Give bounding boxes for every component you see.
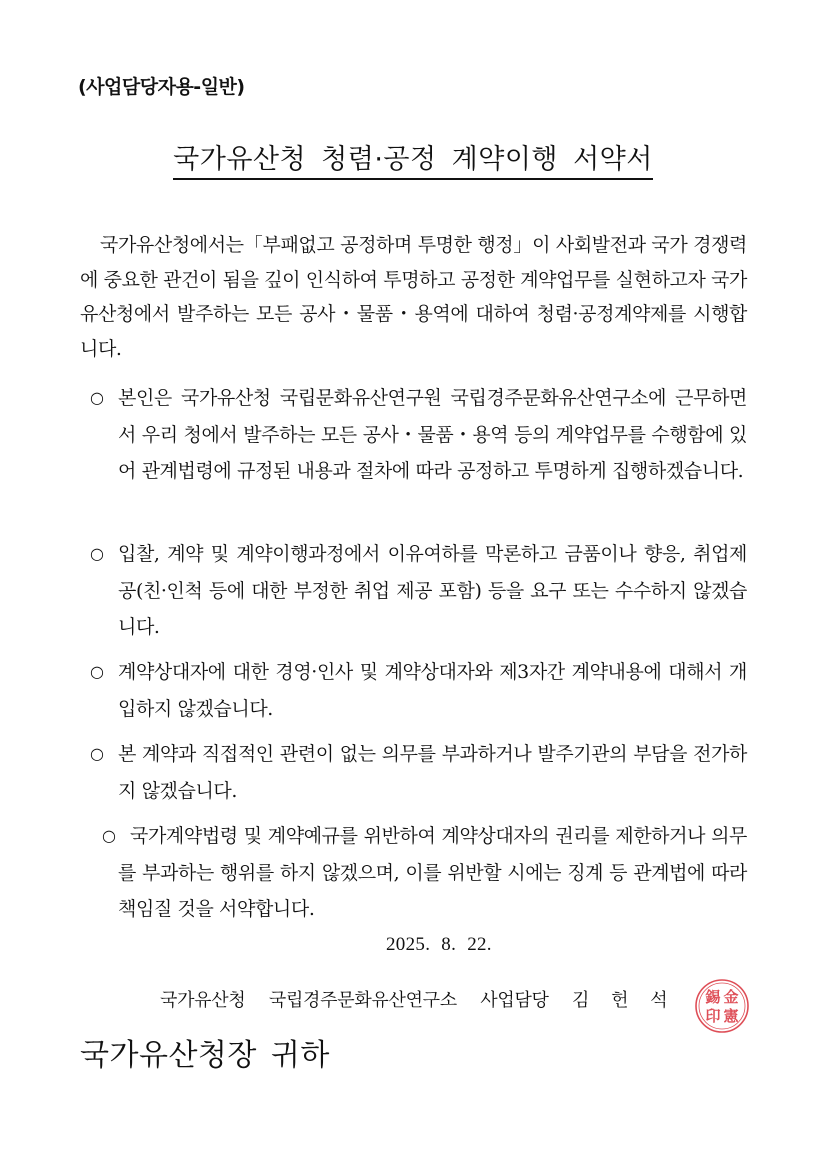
pledge-text: 계약상대자에 대한 경영·인사 및 계약상대자와 제3자간 계약내용에 대해서 개입하지 않겠습니다. [118,661,747,720]
pledge-item [80,736,747,809]
seal-char: 憲 [723,1007,739,1025]
pledge-item [80,818,747,928]
signer-role: 사업담당 [480,990,549,1011]
intro-paragraph: 국가유산청에서는「부패없고 공정하며 투명한 행정」이 사회발전과 국가 경쟁력에 중요한 관건이 됨을 깊이 인식하여 투명하고 공정한 계약업무를 실현하고자 국가유산청에서 발주하는 모든 공사・물품・용역에 대하여 청렴·공정계약제를 시행합니다. [80,234,747,360]
name-seal-stamp-icon [694,978,750,1034]
seal-char: 印 [705,1007,721,1025]
circle-bullet-icon: ○ [90,388,104,407]
signer-agency: 국가유산청 [160,990,246,1011]
document-category-tag: (사업담당자용-일반) [78,76,245,98]
circle-bullet-icon: ○ [90,744,104,763]
document-title: 국가유산청 청렴·공정 계약이행 서약서 [173,144,653,180]
signer-name: 김 헌 석 [572,990,676,1011]
signer-institute: 국립경주문화유산연구소 [268,990,457,1011]
seal-char: 金 [723,988,739,1006]
circle-bullet-icon: ○ [102,826,116,845]
seal-char: 錫 [705,988,721,1006]
pledge-date: 2025. 8. 22. [386,934,492,955]
pledge-item [80,380,747,490]
signer-line [160,986,676,1012]
circle-bullet-icon: ○ [90,662,104,681]
pledge-text: 본 계약과 직접적인 관련이 없는 의무를 부과하거나 발주기관의 부담을 전가하지 않겠습니다. [118,743,747,802]
pledge-text: 국가계약법령 및 계약예규를 위반하여 계약상대자의 권리를 제한하거나 의무를 부과하는 행위를 하지 않겠으며, 이를 위반할 시에는 징계 등 관계법에 따라 책임질 것을 서약합니다. [118,825,747,920]
pledge-text: 입찰, 계약 및 계약이행과정에서 이유여하를 막론하고 금품이나 향응, 취업제공(친·인척 등에 대한 부정한 취업 제공 포함) 등을 요구 또는 수수하지 않겠습니다. [118,543,747,638]
pledge-item [80,536,747,646]
pledge-item [80,654,747,727]
document-title-wrapper [0,142,826,178]
pledge-text: 본인은 국가유산청 국립문화유산연구원 국립경주문화유산연구소에 근무하면서 우리 청에서 발주하는 모든 공사・물품・용역 등의 계약업무를 수행함에 있어 관계법령에 규정된 내용과 절차에 따라 공정하고 투명하게 집행하겠습니다. [118,387,747,482]
addressee: 국가유산청장 귀하 [80,1038,330,1073]
circle-bullet-icon: ○ [90,544,104,563]
